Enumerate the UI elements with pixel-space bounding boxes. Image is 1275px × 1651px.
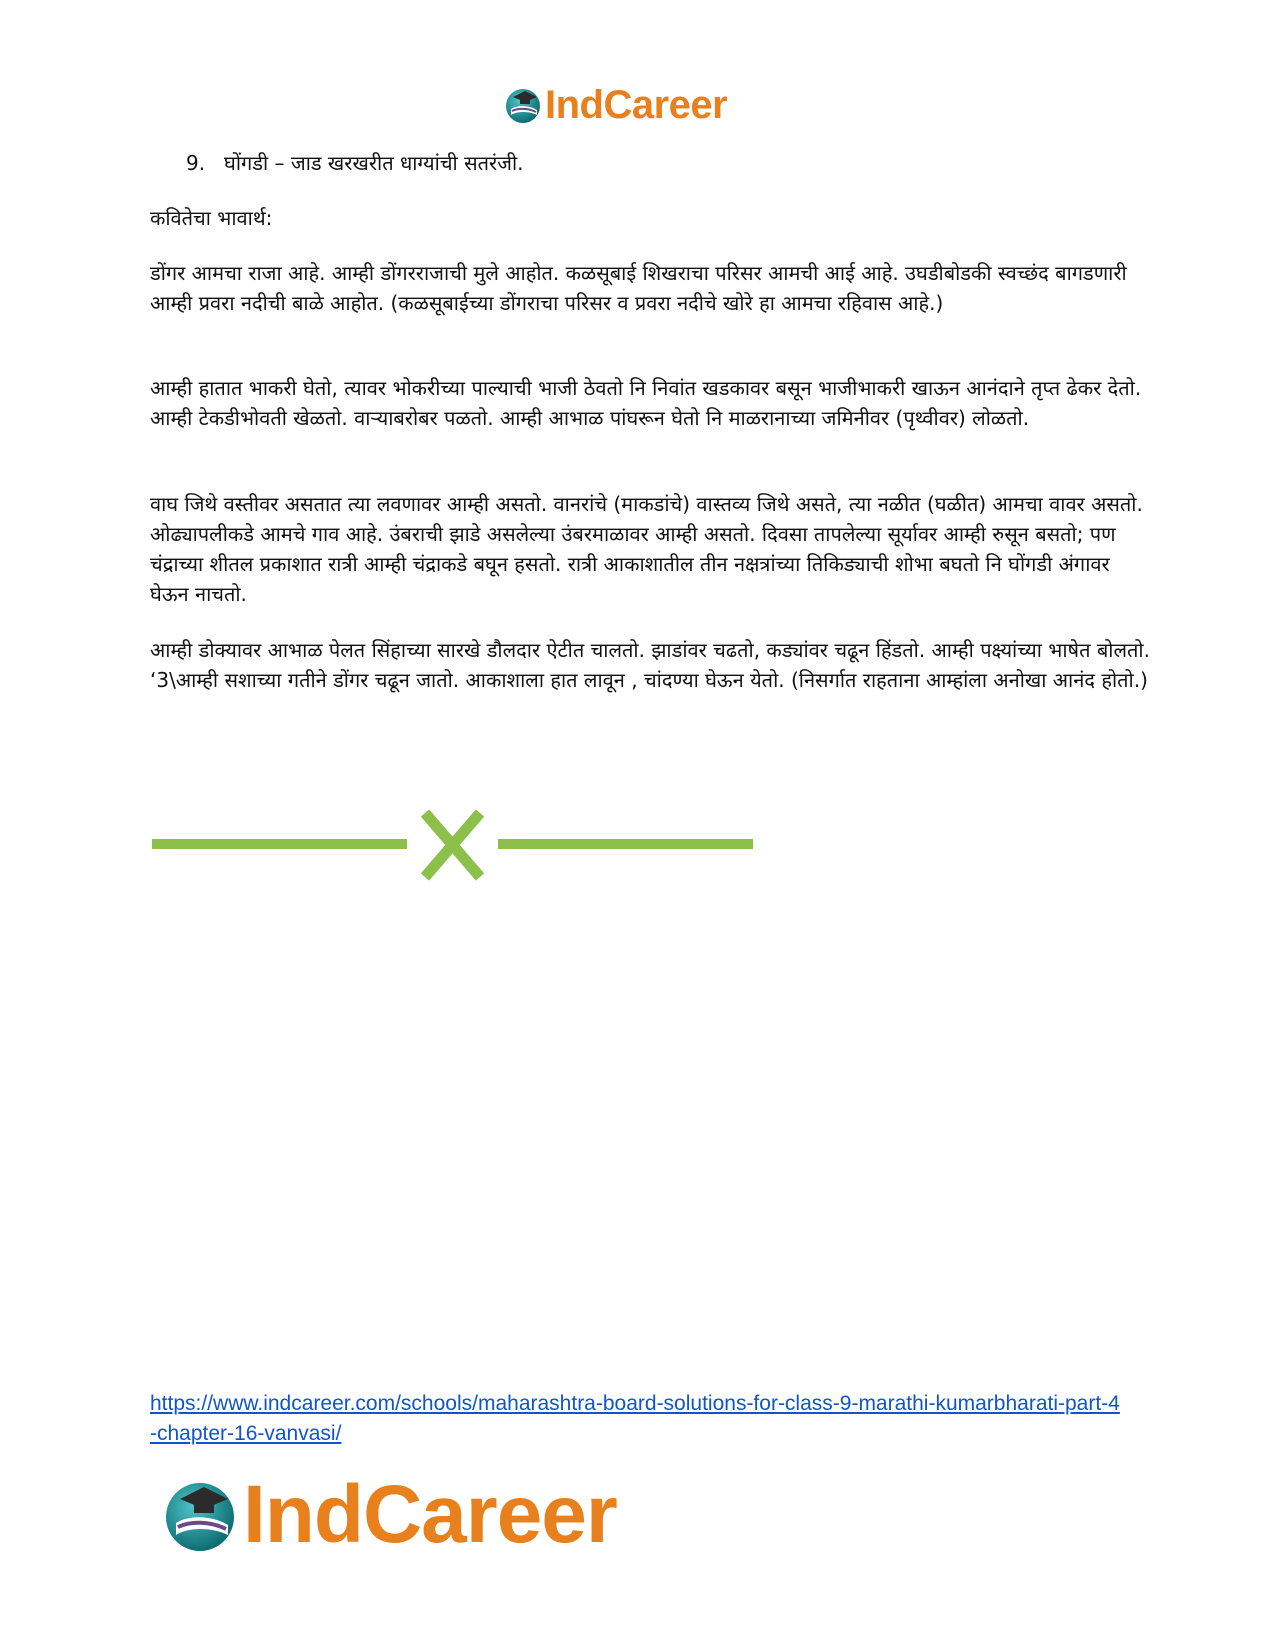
list-item-number: 9. xyxy=(186,151,206,175)
logo-wordmark: IndCareer xyxy=(243,1469,617,1560)
logo-wordmark: IndCareer xyxy=(545,83,728,127)
list-item-text: घोंगडी – जाड खरखरीत धाग्यांची सतरंजी. xyxy=(224,151,524,175)
paragraph-3: वाघ जिथे वस्तीवर असतात त्या लवणावर आम्ही असतो. वानरांचे (माकडांचे) वास्तव्य जिथे असते, त्या नळीत (घळीत) आमचा वावर असतो. ओढ्यापलीकडे आमचे गाव आहे. उंबराची झाडे असलेल्या उंबरमाळावर आम्ही असतो. दिवसा तापलेल्या सूर्यावर आम्ही रुसून बसतो; पण चंद्राच्या शीतल प्रकाशात रात्री आम्ही चंद्राकडे बघून हसतो. रात्री आकाशातील तीन नक्षत्रांच्या तिकिड्याची शोभा बघतो नि घोंगडी अंगावर घेऊन नाचतो. xyxy=(150,492,1143,606)
paragraph-4: आम्ही डोक्यावर आभाळ पेलत सिंहाच्या सारखे डौलदार ऐटीत चालतो. झाडांवर चढतो, कड्यांवर चढून हिंडतो. आम्ही पक्ष्यांच्या भाषेत बोलतो. ‘3\आम्ही सशाच्या गतीने डोंगर चढून जातो. आकाशाला हात लावून , चांदण्या घेऊन येतो. (निसर्गात राहताना आम्हांला अनोखा आनंद होतो.) xyxy=(150,638,1150,692)
footer-logo xyxy=(160,1470,617,1560)
section-divider xyxy=(150,805,755,885)
footer-url-link[interactable]: https://www.indcareer.com/schools/maharashtra-board-solutions-for-class-9-marathi-kumarbharati-part-4-chapter-16-vanvasi/ xyxy=(150,1392,1120,1445)
list-item xyxy=(186,148,524,178)
section-heading: कवितेचा भावार्थ: xyxy=(150,206,273,230)
cross-icon xyxy=(425,813,480,877)
graduation-globe-icon xyxy=(503,85,543,125)
graduation-globe-icon xyxy=(160,1475,240,1555)
paragraph-2: आम्ही हातात भाकरी घेतो, त्यावर भोकरीच्या पाल्याची भाजी ठेवतो नि निवांत खडकावर बसून भाजीभाकरी खाऊन आनंदाने तृप्त ढेकर देतो. आम्ही टेकडीभोवती खेळतो. वाऱ्याबरोबर पळतो. आम्ही आभाळ पांघरून घेतो नि माळरानाच्या जमिनीवर (पृथ्वीवर) लोळतो. xyxy=(150,376,1142,430)
paragraph-1: डोंगर आमचा राजा आहे. आम्ही डोंगरराजाची मुले आहोत. कळसूबाई शिखराचा परिसर आमची आई आहे. उघडीबोडकी स्वच्छंद बागडणारी आम्ही प्रवरा नदीची बाळे आहोत. (कळसूबाईच्या डोंगराचा परिसर व प्रवरा नदीचे खोरे हा आमचा रहिवास आहे.) xyxy=(150,261,1127,315)
divider-line-right xyxy=(498,839,753,849)
header-logo xyxy=(503,82,727,128)
divider-line-left xyxy=(152,839,407,849)
